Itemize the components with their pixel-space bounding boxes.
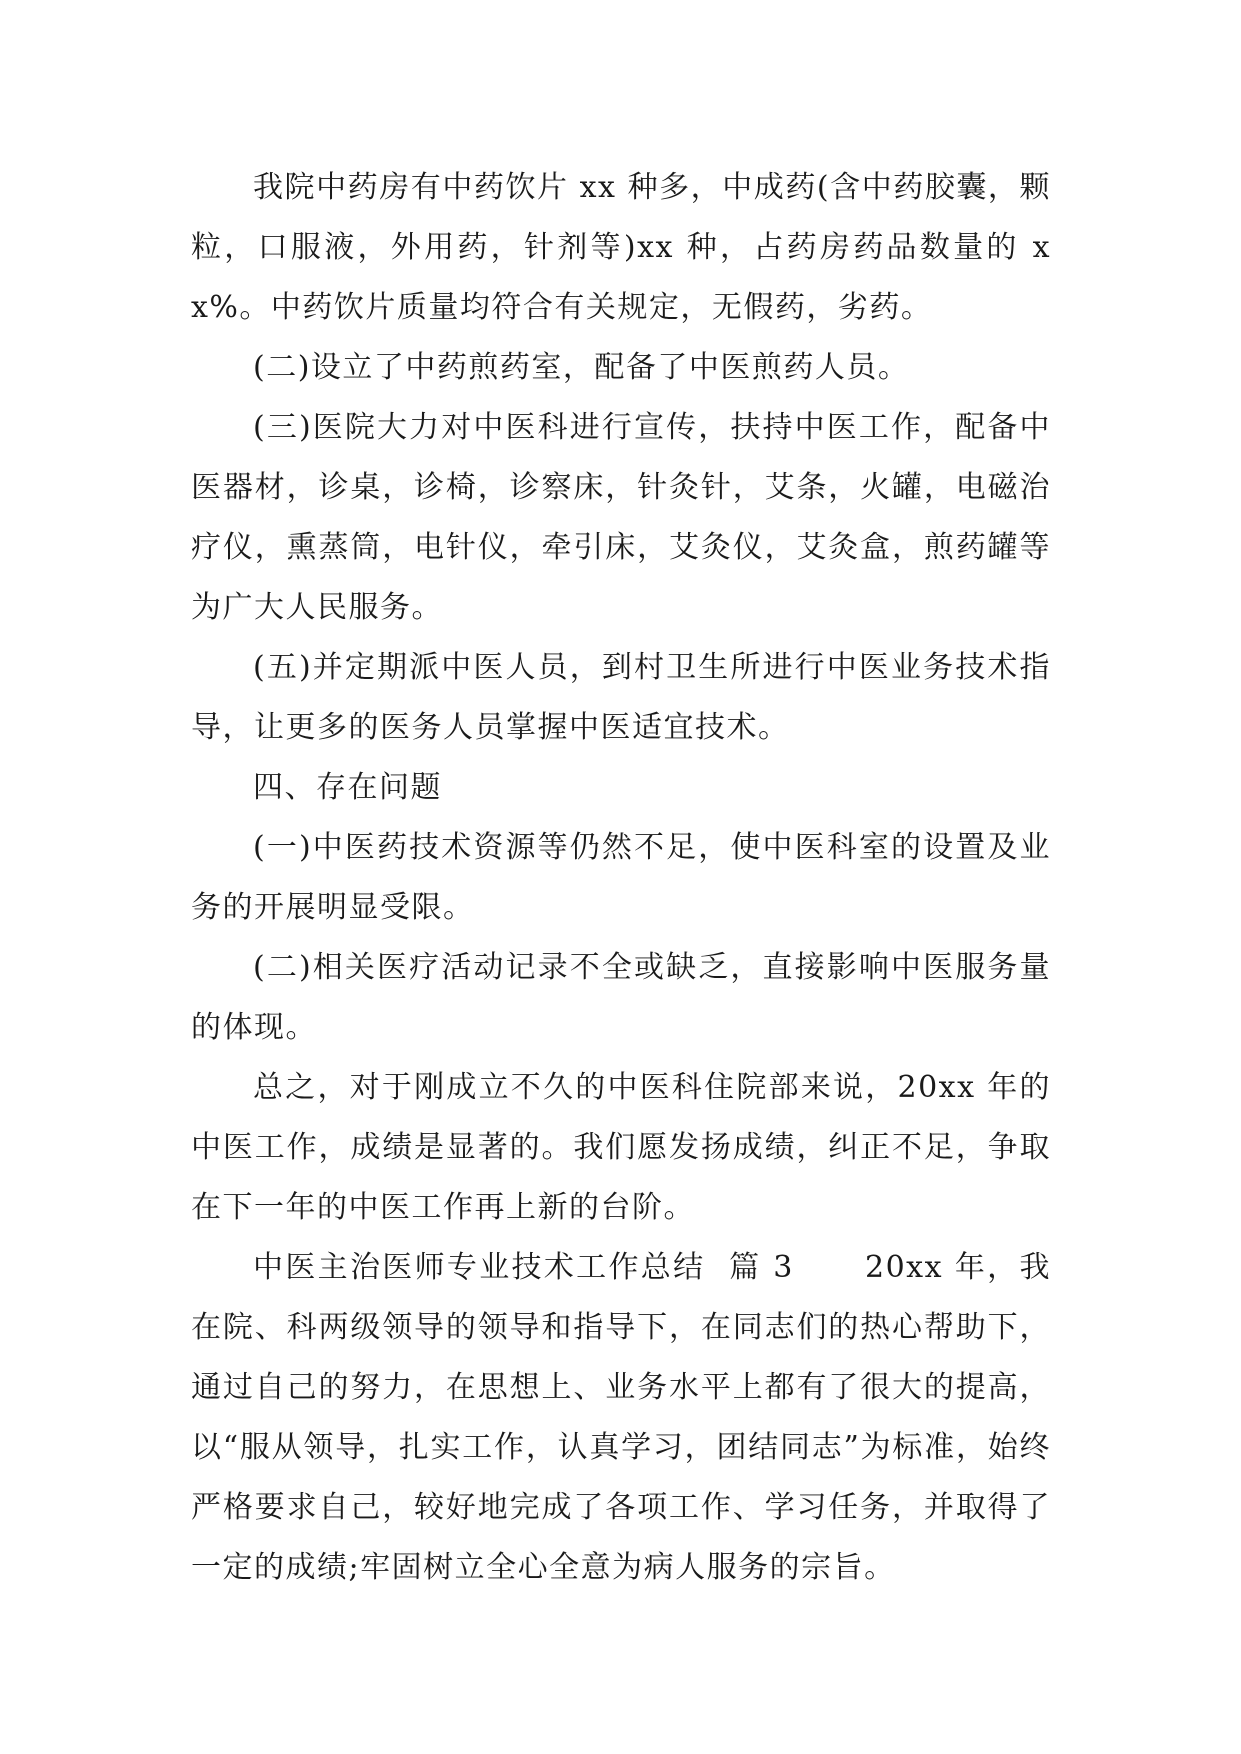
paragraph-equipment: (三)医院大力对中医科进行宣传，扶持中医工作，配备中医器材，诊桌，诊椅，诊察床，针灸针，艾条，火罐，电磁治疗仪，熏蒸筒，电针仪，牵引床，艾灸仪，艾灸盒，煎药罐等为广大人民服务。 <box>191 410 1051 625</box>
paragraph-part-3: 中医主治医师专业技术工作总结 篇 3 20xx 年，我在院、科两级领导的领导和指导下，在同志们的热心帮助下，通过自己的努力，在思想上、业务水平上都有了很大的提高，以“服从领导，扎实工作，认真学习，团结同志”为标准，始终严格要求自己，较好地完成了各项工作、学习任务，并取得了一定的成绩;牢固树立全心全意为病人服务的宗旨。 <box>191 1250 1051 1585</box>
section-heading-problems: 四、存在问题 <box>253 770 442 805</box>
paragraph-village-guidance: (五)并定期派中医人员，到村卫生所进行中医业务技术指导，让更多的医务人员掌握中医适宜技术。 <box>191 650 1051 745</box>
paragraph-problem-records: (二)相关医疗活动记录不全或缺乏，直接影响中医服务量的体现。 <box>191 950 1051 1045</box>
document-body <box>191 158 1051 1598</box>
paragraph-problem-resources: (一)中医药技术资源等仍然不足，使中医科室的设置及业务的开展明显受限。 <box>191 830 1051 925</box>
paragraph-decoction-room: (二)设立了中药煎药室，配备了中医煎药人员。 <box>253 350 910 385</box>
paragraph-summary: 总之，对于刚成立不久的中医科住院部来说，20xx 年的中医工作，成绩是显著的。我们愿发扬成绩，纠正不足，争取在下一年的中医工作再上新的台阶。 <box>191 1070 1051 1225</box>
paragraph-herbal-pharmacy: 我院中药房有中药饮片 xx 种多，中成药(含中药胶囊，颗粒，口服液，外用药，针剂等)xx 种，占药房药品数量的 xx%。中药饮片质量均符合有关规定，无假药，劣药。 <box>191 170 1051 325</box>
